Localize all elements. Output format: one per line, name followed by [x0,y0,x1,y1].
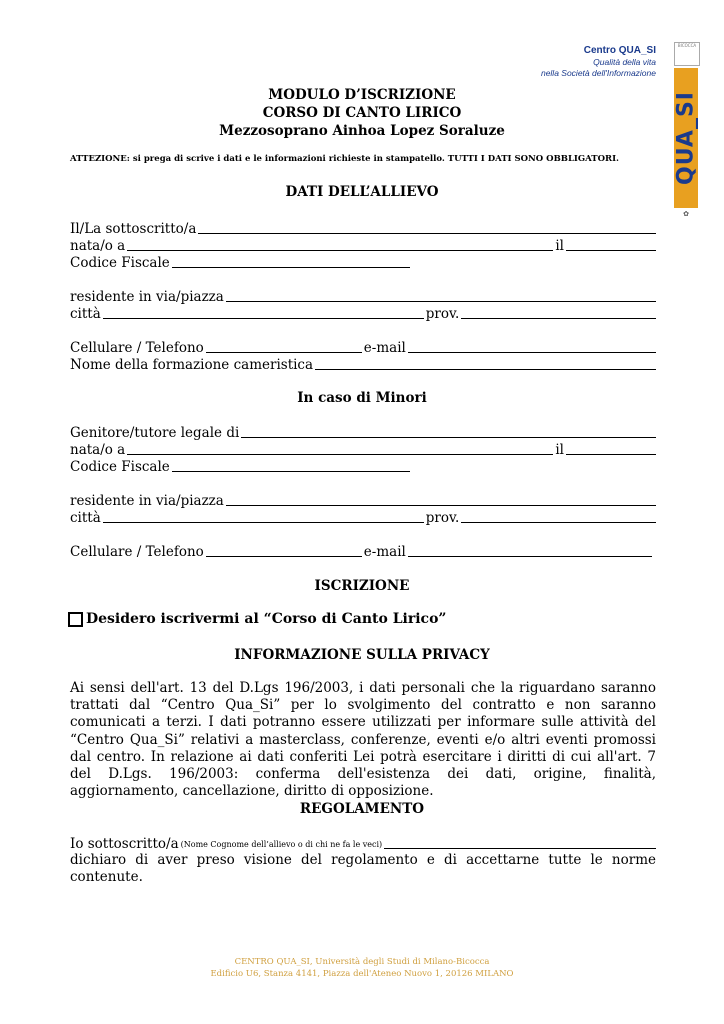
student-city-label: città [70,306,101,322]
enrollment-checkbox-label: Desidero iscrivermi al “Corso di Canto Lirico” [86,611,447,627]
guardian-name-field[interactable] [241,424,656,438]
student-birthplace-field[interactable] [127,237,553,251]
student-choir-label: Nome della formazione cameristica [70,357,314,373]
minor-contact-row [70,542,652,560]
minor-phone-field[interactable] [206,543,362,557]
student-birthdate-field[interactable] [566,237,656,251]
title-line-2: CORSO DI CANTO LIRICO [262,105,462,121]
minor-taxcode-label: Codice Fiscale [70,459,170,475]
rules-heading: REGOLAMENTO [299,801,425,817]
privacy-heading: INFORMAZIONE SULLA PRIVACY [234,647,490,663]
privacy-text: Ai sensi dell'art. 13 del D.Lgs 196/2003, i dati personali che la riguardano saranno trattati dal “Centro Qua_Si” per lo svolgimento del contratto e non saranno comunicati a terzi. I dati potranno essere utilizzati per informare sulle attività del “Centro Qua_Si” relativi a masterclass, conferenze, eventi e/o altri eventi promossi dal centro. In relazione ai dati conferiti Lei potrà esercitare i diritti di cui all'art. 7 del D.Lgs. 196/2003: conferma dell'esistenza dei dati, origine, finalità, aggiornamento, cancellazione, diritto di opposizione. [70,680,656,800]
rules-signature-row [70,834,656,852]
guardian-name-row [70,423,656,441]
student-phone-label: Cellulare / Telefono [70,340,204,356]
student-heading: DATI DELL’ALLIEVO [285,184,439,200]
student-email-label: e-mail [363,340,406,356]
header-tagline-1: Qualità della vita [593,57,656,67]
footer-line-2: Edificio U6, Stanza 4141, Piazza dell'Ateneo Nuovo 1, 20126 MILANO [210,969,514,979]
minor-birthdate-field[interactable] [566,441,656,455]
header-tagline-2: nella Società dell'Informazione [540,68,656,78]
minors-heading: In caso di Minori [297,390,427,406]
student-address-field[interactable] [226,288,656,302]
minor-taxcode-row [70,457,656,475]
rules-name-note: (Nome Cognome dell’allievo o di chi ne fa le veci) [180,840,383,849]
guardian-name-label: Genitore/tutore legale di [70,425,240,441]
enrollment-heading: ISCRIZIONE [314,578,410,594]
student-taxcode-field[interactable] [172,254,410,268]
title-line-1: MODULO D’ISCRIZIONE [268,87,456,103]
attention-note: ATTEZIONE: si prega di scrive i dati e le informazioni richieste in stampatello. TUTTI I DATI SONO OBBLIGATORI. [70,154,620,164]
minor-birthplace-field[interactable] [127,441,553,455]
student-contact-row [70,338,656,356]
minor-birthdate-label: il [555,442,564,458]
minor-city-row [70,508,656,526]
student-phone-field[interactable] [206,339,362,353]
student-address-label: residente in via/piazza [70,289,224,305]
rules-name-field[interactable] [384,835,656,849]
student-email-field[interactable] [408,339,656,353]
student-choir-row [70,355,656,373]
student-city-row [70,304,656,322]
minor-birth-row [70,440,656,458]
student-name-row [70,219,656,237]
minor-birthplace-label: nata/o a [70,442,126,458]
rules-declaration: dichiaro di aver preso visione del regolamento e di accettarne tutte le norme contenute. [70,852,656,886]
minor-email-field[interactable] [408,543,652,557]
student-taxcode-row [70,253,656,271]
student-birth-row [70,236,656,254]
minor-city-label: città [70,510,101,526]
enrollment-checkbox-row [68,611,446,627]
student-name-field[interactable] [198,220,656,234]
student-birthdate-label: il [555,238,564,254]
student-city-field[interactable] [103,305,424,319]
student-name-label: Il/La sottoscritto/a [70,221,197,237]
title-line-3: Mezzosoprano Ainhoa Lopez Soraluze [219,123,505,139]
header-brand: Centro QUA_SI [583,45,656,56]
student-birthplace-label: nata/o a [70,238,126,254]
minor-address-label: residente in via/piazza [70,493,224,509]
footer-line-1: CENTRO QUA_SI, Università degli Studi di Milano-Bicocca [234,957,490,967]
logo-word: QUA_SI [673,91,699,185]
minor-address-field[interactable] [226,492,656,506]
student-prov-label: prov. [425,306,460,322]
minor-email-label: e-mail [363,544,406,560]
enrollment-checkbox[interactable] [68,612,83,627]
student-prov-field[interactable] [461,305,656,319]
student-choir-field[interactable] [315,356,656,370]
logo-top-box: BICOCCA [674,42,700,66]
student-taxcode-label: Codice Fiscale [70,255,170,271]
student-address-row [70,287,656,305]
rules-undersigned-label: Io sottoscritto/a [70,836,179,852]
minor-prov-label: prov. [425,510,460,526]
minor-address-row [70,491,656,509]
minor-city-field[interactable] [103,509,424,523]
header-block [541,45,656,79]
minor-taxcode-field[interactable] [172,458,410,472]
logo-emblem-icon: ✿ [683,210,689,218]
minor-prov-field[interactable] [461,509,656,523]
minor-phone-label: Cellulare / Telefono [70,544,204,560]
